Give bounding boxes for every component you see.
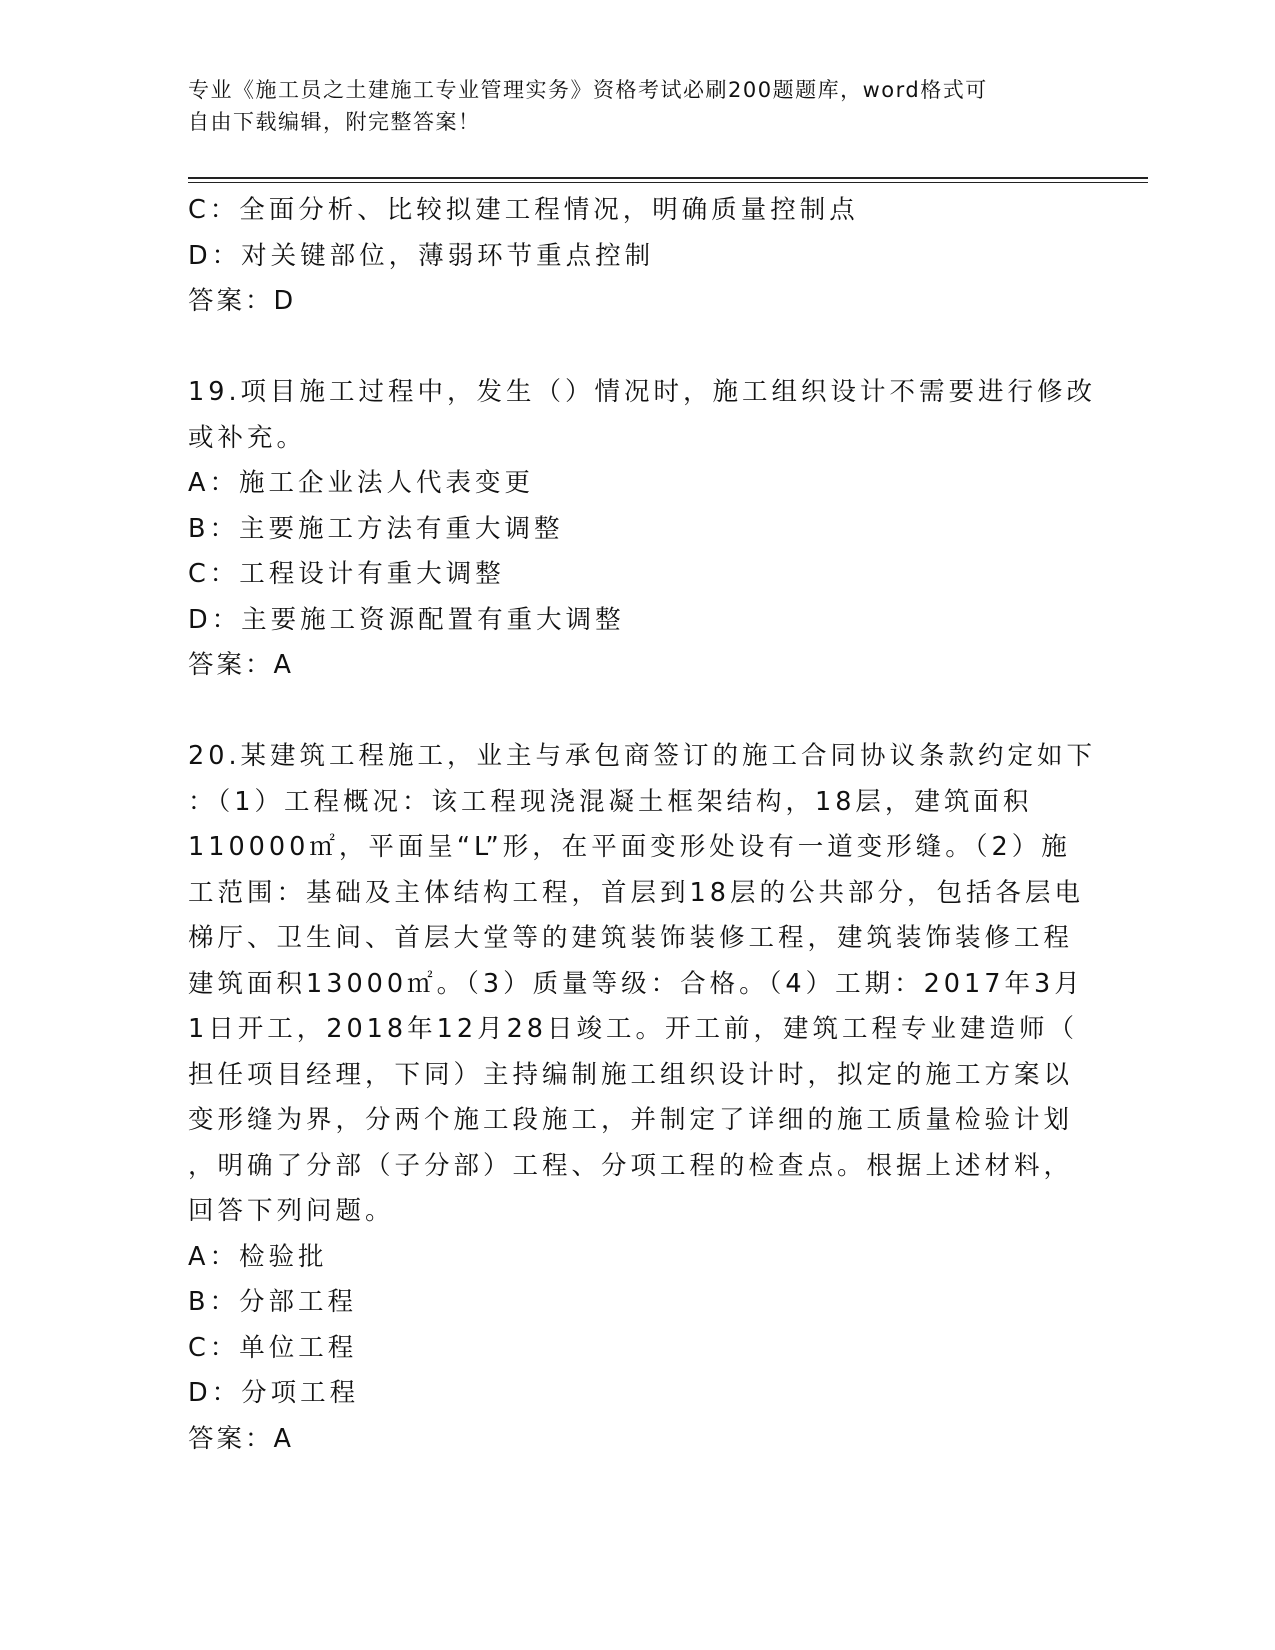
question-content bbox=[188, 188, 1097, 1462]
question-stem-line: 1日开工，2018年12月28日竣工。开工前，建筑工程专业建造师（ bbox=[188, 1014, 1079, 1044]
question-stem-line: 担任项目经理，下同）主持编制施工组织设计时，拟定的施工方案以 bbox=[188, 1059, 1074, 1090]
option-c: C：全面分析、比较拟建工程情况，明确质量控制点 bbox=[188, 195, 859, 225]
option-a: A：检验批 bbox=[188, 1241, 328, 1272]
question-stem-line: 19.项目施工过程中，发生（）情况时，施工组织设计不需要进行修改 bbox=[188, 377, 1097, 407]
answer-label: 答案：D bbox=[188, 286, 297, 316]
option-c: C：单位工程 bbox=[188, 1332, 358, 1363]
question-stem-line: 回答下列问题。 bbox=[188, 1196, 395, 1226]
spacer bbox=[188, 689, 1088, 735]
option-d: D：分项工程 bbox=[188, 1378, 360, 1408]
question-stem-line: 建筑面积13000㎡。（3）质量等级：合格。（4）工期：2017年3月 bbox=[188, 968, 1084, 999]
header-line-1: 专业《施工员之土建施工专业管理实务》资格考试必刷200题题库，word格式可 bbox=[188, 78, 988, 102]
header-divider-thick bbox=[188, 177, 1148, 179]
question-stem-line: 20.某建筑工程施工，业主与承包商签订的施工合同协议条款约定如下 bbox=[188, 741, 1097, 771]
option-d: D：对关键部位，薄弱环节重点控制 bbox=[188, 240, 655, 271]
spacer bbox=[188, 325, 1088, 371]
question-18-tail bbox=[188, 188, 1088, 325]
header-line-2: 自由下载编辑，附完整答案！ bbox=[188, 110, 481, 134]
question-stem-line: 或补充。 bbox=[188, 422, 307, 453]
question-stem-line: ：（1）工程概况：该工程现浇混凝土框架结构，18层，建筑面积 bbox=[188, 786, 1033, 817]
option-b: B：主要施工方法有重大调整 bbox=[188, 513, 564, 544]
answer-label: 答案：A bbox=[188, 650, 294, 680]
header-divider-thin bbox=[188, 182, 1148, 183]
answer-label: 答案：A bbox=[188, 1423, 294, 1454]
question-stem-line: 梯厅、卫生间、首层大堂等的建筑装饰装修工程，建筑装饰装修工程 bbox=[188, 923, 1074, 953]
option-d: D：主要施工资源配置有重大调整 bbox=[188, 604, 625, 635]
option-c: C：工程设计有重大调整 bbox=[188, 559, 505, 589]
page-header bbox=[188, 74, 1068, 138]
question-stem-line: 变形缝为界，分两个施工段施工，并制定了详细的施工质量检验计划 bbox=[188, 1105, 1074, 1135]
question-stem-line: 工范围：基础及主体结构工程，首层到18层的公共部分，包括各层电 bbox=[188, 877, 1084, 908]
question-stem bbox=[188, 734, 1097, 1235]
question-20 bbox=[188, 734, 1097, 1462]
option-b: B：分部工程 bbox=[188, 1287, 357, 1317]
option-a: A：施工企业法人代表变更 bbox=[188, 468, 534, 498]
question-stem-line: 110000㎡，平面呈“L”形，在平面变形处设有一道变形缝。（2）施 bbox=[188, 832, 1071, 862]
question-19 bbox=[188, 370, 1097, 689]
question-stem-line: ，明确了分部（子分部）工程、分项工程的检查点。根据上述材料， bbox=[188, 1150, 1074, 1181]
